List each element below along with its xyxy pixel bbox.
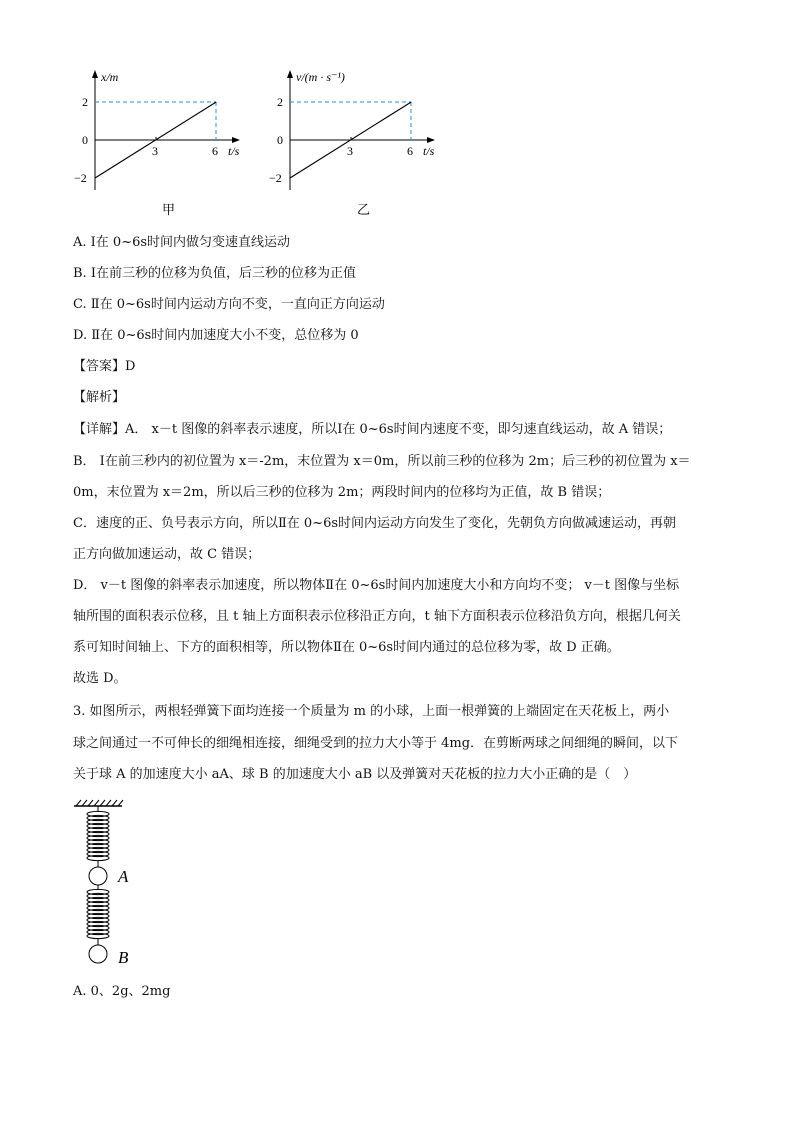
question-3-line-3: 关于球 A 的加速度大小 aA、球 B 的加速度大小 aB 以及弹簧对天花板的拉力大小正确的是（ ） — [73, 767, 637, 782]
explanation-b-1: B． Ⅰ在前三秒内的初位置为 x＝-2m，末位置为 x＝0m，所以前三秒的位移为 2m；后三秒的初位置为 x＝ — [73, 454, 691, 469]
y-axis-arrow — [287, 70, 293, 78]
ball-b-label: B — [118, 948, 129, 967]
x-tick-6: 6 — [407, 144, 413, 158]
y-tick-0: 0 — [277, 133, 283, 147]
y-axis-label: x/m — [101, 70, 119, 84]
x-tick-3: 3 — [152, 144, 158, 158]
x-axis-label: t/s — [423, 144, 435, 158]
lower-spring — [87, 885, 109, 945]
y-tick-neg2: −2 — [269, 171, 282, 185]
choice-line: 故选 D。 — [73, 671, 127, 686]
spring-figure — [70, 798, 160, 970]
option-d: D. Ⅱ在 0~6s时间内加速度大小不变，总位移为 0 — [73, 328, 359, 343]
question-3-line-1: 3. 如图所示，两根轻弹簧下面均连接一个质量为 m 的小球，上面一根弹簧的上端固定在天花板上，两小 — [73, 704, 670, 719]
x-axis-arrow — [232, 137, 240, 143]
x-axis-arrow — [427, 137, 435, 143]
x-tick-6: 6 — [212, 144, 218, 158]
y-axis-label: v/(m · s⁻¹) — [296, 70, 345, 84]
explanation-d-2: 轴所围的面积表示位移，且 t 轴上方面积表示位移沿正方向，t 轴下方面积表示位移沿负方向，根据几何关 — [73, 609, 681, 624]
explanation-c-2: 正方向做加速运动，故 C 错误； — [73, 547, 261, 562]
x-axis-label: t/s — [228, 144, 240, 158]
x-t-graph — [70, 68, 250, 218]
explanation-a: 【详解】A． x－t 图像的斜率表示速度，所以Ⅰ在 0~6s时间内速度不变，即匀速直线运动，故 A 错误； — [73, 422, 672, 437]
option-c: C. Ⅱ在 0~6s时间内运动方向不变，一直向正方向运动 — [73, 297, 385, 312]
y-tick-0: 0 — [82, 133, 88, 147]
explanation-c-1: C．速度的正、负号表示方向，所以Ⅱ在 0~6s时间内运动方向发生了变化，先朝负方向做减速运动，再朝 — [73, 516, 677, 531]
option-a-q3: A. 0、2g、2mg — [73, 984, 171, 999]
option-a: A. Ⅰ在 0~6s时间内做匀变速直线运动 — [73, 235, 291, 250]
explanation-d-1: D． v－t 图像的斜率表示加速度，所以物体Ⅱ在 0~6s时间内加速度大小和方向均不变； v－t 图像与坐标 — [73, 578, 680, 593]
y-axis-arrow — [92, 70, 98, 78]
ball-b — [89, 945, 107, 963]
question-3-line-2: 球之间通过一不可伸长的细绳相连接，细绳受到的拉力大小等于 4mg．在剪断两球之间细绳的瞬间，以下 — [73, 736, 679, 751]
y-tick-2: 2 — [82, 95, 88, 109]
y-tick-2: 2 — [277, 95, 283, 109]
x-tick-3: 3 — [347, 144, 353, 158]
figure-caption: 乙 — [357, 202, 371, 217]
ceiling-hatch — [76, 800, 123, 806]
y-tick-neg2: −2 — [74, 171, 87, 185]
analysis-heading: 【解析】 — [73, 390, 126, 405]
ball-a-label: A — [118, 867, 129, 886]
v-t-graph — [265, 68, 465, 218]
figure-caption: 甲 — [162, 202, 176, 217]
ball-a — [89, 867, 107, 885]
explanation-b-2: 0m，末位置为 x＝2m，所以后三秒的位移为 2m；两段时间内的位移均为正值，故 B 错误； — [73, 485, 611, 500]
option-b: B. Ⅰ在前三秒的位移为负值，后三秒的位移为正值 — [73, 266, 356, 281]
explanation-d-3: 系可知时间轴上、下方的面积相等，所以物体Ⅱ在 0~6s时间内通过的总位移为零，故 D 正确。 — [73, 640, 620, 655]
answer-line: 【答案】D — [73, 359, 136, 374]
upper-spring — [87, 806, 109, 867]
